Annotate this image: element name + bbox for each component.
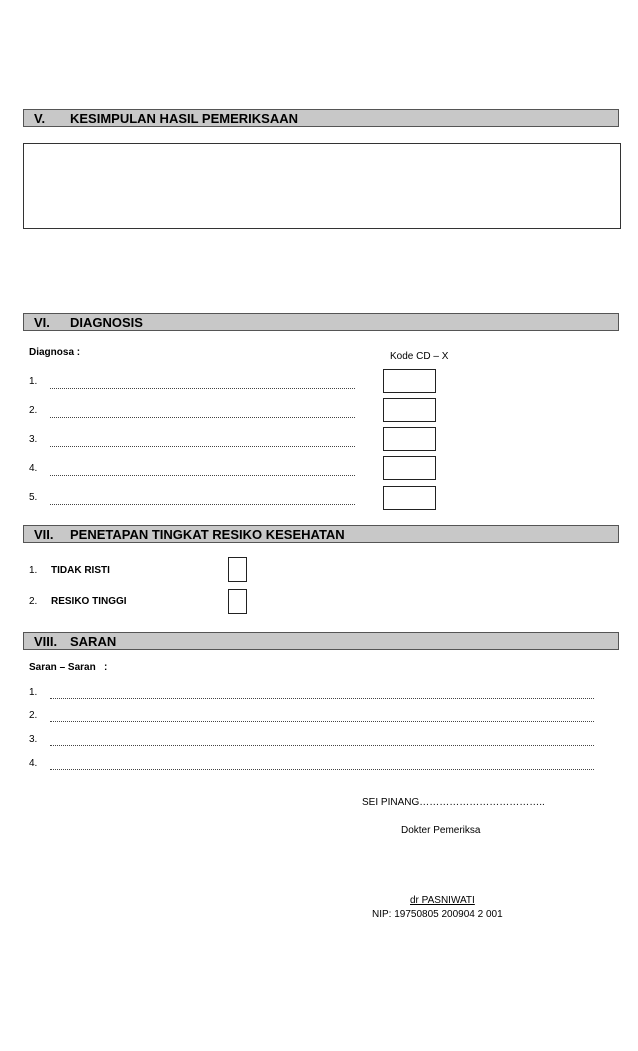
diagnosis-item-number: 1.: [29, 376, 38, 387]
section-number: VII.: [34, 527, 54, 542]
saran-item-number: 3.: [29, 734, 38, 745]
section-viii-header: [23, 632, 619, 650]
diagnosis-line[interactable]: [50, 475, 355, 476]
diagnosis-line[interactable]: [50, 446, 355, 447]
section-title: PENETAPAN TINGKAT RESIKO KESEHATAN: [70, 527, 345, 542]
section-number: VIII.: [34, 634, 58, 649]
saran-line[interactable]: [50, 745, 594, 746]
diagnosis-line[interactable]: [50, 388, 355, 389]
section-title: DIAGNOSIS: [70, 315, 143, 330]
kode-box[interactable]: [383, 486, 436, 510]
saran-label: Saran – Saran :: [29, 662, 108, 673]
option-tidak-risti-label: TIDAK RISTI: [51, 565, 110, 576]
signature-role: Dokter Pemeriksa: [401, 825, 481, 836]
section-vii-header: [23, 525, 619, 543]
section-number: V.: [34, 111, 46, 126]
kode-cdx-label: Kode CD – X: [390, 351, 449, 362]
kesimpulan-text-area[interactable]: [23, 143, 621, 229]
kode-box[interactable]: [383, 427, 436, 451]
signature-name: dr PASNIWATI: [410, 895, 475, 906]
kode-box[interactable]: [383, 456, 436, 480]
option-number: 2.: [29, 596, 38, 607]
saran-line[interactable]: [50, 698, 594, 699]
section-v-header: [23, 109, 619, 127]
section-title: SARAN: [70, 634, 117, 649]
section-title: KESIMPULAN HASIL PEMERIKSAAN: [70, 111, 299, 126]
option-resiko-tinggi-label: RESIKO TINGGI: [51, 596, 127, 607]
option-number: 1.: [29, 565, 38, 576]
signature-nip: NIP: 19750805 200904 2 001: [372, 909, 503, 920]
saran-item-number: 1.: [29, 687, 38, 698]
diagnosa-label: Diagnosa :: [29, 347, 81, 358]
diagnosis-item-number: 2.: [29, 405, 38, 416]
diagnosis-item-number: 5.: [29, 492, 38, 503]
resiko-tinggi-checkbox[interactable]: [228, 589, 247, 614]
section-number: VI.: [34, 315, 50, 330]
saran-line[interactable]: [50, 721, 594, 722]
diagnosis-line[interactable]: [50, 417, 355, 418]
signature-place-date: SEI PINANG………………………………..: [362, 797, 545, 808]
section-vi-header: [23, 313, 619, 331]
saran-item-number: 4.: [29, 758, 38, 769]
kode-box[interactable]: [383, 398, 436, 422]
kode-box[interactable]: [383, 369, 436, 393]
diagnosis-line[interactable]: [50, 504, 355, 505]
saran-line[interactable]: [50, 769, 594, 770]
saran-item-number: 2.: [29, 710, 38, 721]
diagnosis-item-number: 4.: [29, 463, 38, 474]
diagnosis-item-number: 3.: [29, 434, 38, 445]
tidak-risti-checkbox[interactable]: [228, 557, 247, 582]
